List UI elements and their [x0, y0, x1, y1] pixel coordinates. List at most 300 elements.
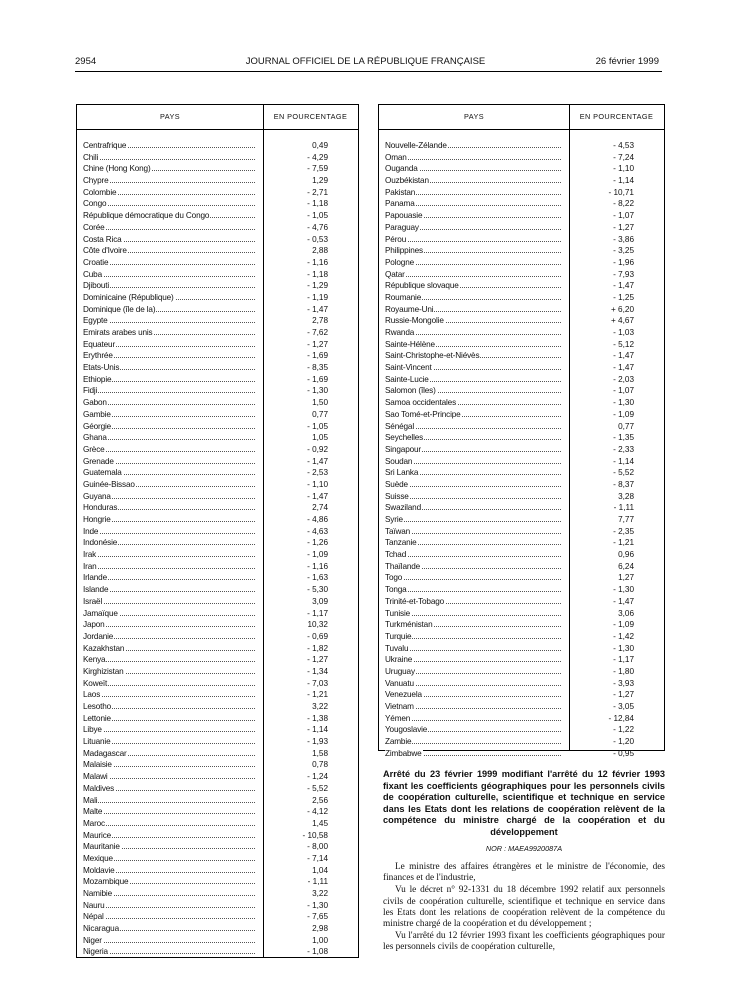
table-row: [77, 245, 358, 257]
leader-dots: [83, 825, 255, 826]
country-label: Kazakhstan: [83, 643, 125, 653]
table-row: [77, 584, 358, 596]
country-name: [83, 795, 255, 807]
table-row: [77, 327, 358, 339]
country-label: Etats-Unis: [83, 363, 120, 373]
coefficient-value: - 1,14: [613, 176, 634, 186]
coefficient-value: - 1,24: [307, 772, 328, 782]
coefficient-value: - 1,27: [613, 690, 634, 700]
table-row: [379, 140, 664, 152]
country-label: Turkménistan: [385, 620, 433, 630]
table-row: [379, 280, 664, 292]
coefficient-value: 1,04: [312, 865, 328, 875]
coefficient-value: - 1,47: [307, 304, 328, 314]
coefficient-value: - 1,10: [307, 479, 328, 489]
leader-dots: [385, 276, 561, 277]
issue-date: 26 février 1999: [595, 56, 659, 67]
coefficient-value: 1,58: [312, 748, 328, 758]
coefficient-value: - 4,12: [307, 807, 328, 817]
country-label: Sri Lanka: [385, 468, 419, 478]
country-label: Turquie: [385, 631, 412, 641]
coefficient-value: - 1,47: [613, 363, 634, 373]
country-label: Gabon: [83, 398, 107, 408]
coefficient-value: 2,78: [312, 316, 328, 326]
coefficient-value: - 2,53: [307, 468, 328, 478]
country-label: Népal: [83, 912, 104, 922]
table-row: [379, 514, 664, 526]
country-name: [385, 350, 561, 362]
country-name: [83, 830, 255, 842]
coefficient-value: 3,22: [312, 702, 328, 711]
country-name: [385, 327, 561, 339]
country-name: [385, 456, 561, 468]
coefficient-value: - 1,21: [613, 538, 634, 548]
country-name: [83, 257, 255, 269]
country-name: [385, 245, 561, 257]
country-label: Panama: [385, 199, 415, 209]
table-row: [379, 584, 664, 596]
country-name: [385, 269, 561, 281]
country-label: Ghana: [83, 433, 107, 443]
right-coefficients-table: [378, 104, 665, 758]
coefficient-value: - 7,24: [613, 152, 634, 162]
coefficient-value: - 1,35: [613, 433, 634, 443]
leader-dots: [83, 661, 255, 662]
table-row: [77, 280, 358, 292]
leader-dots: [385, 615, 561, 616]
country-label: Yémen: [385, 713, 411, 723]
coefficient-value: - 1,47: [307, 456, 328, 466]
table-row: [77, 666, 358, 678]
country-label: Nouvelle-Zélande: [385, 141, 447, 150]
table-row: [77, 935, 358, 947]
country-label: Colombie: [83, 187, 117, 197]
country-label: Pakistan: [385, 187, 416, 197]
coefficient-value: + 6,20: [611, 304, 634, 314]
country-label: Tanzanie: [385, 538, 417, 548]
country-label: Laos: [83, 690, 101, 700]
table-row: [379, 502, 664, 514]
table-row: [379, 304, 664, 316]
country-name: [83, 923, 255, 935]
country-label: Chypre: [83, 176, 109, 186]
coefficient-value: 3,09: [312, 596, 328, 606]
country-name: [83, 631, 255, 643]
coefficient-value: - 3,93: [613, 678, 634, 688]
table-row: [77, 830, 358, 842]
leader-dots: [83, 626, 255, 627]
table-row: [379, 654, 664, 666]
table-row: [77, 654, 358, 666]
table-row: [77, 269, 358, 281]
country-label: Malte: [83, 807, 103, 817]
country-label: Tunisie: [385, 608, 411, 618]
country-name: [83, 818, 255, 830]
coefficient-value: - 3,05: [613, 702, 634, 711]
country-name: [83, 210, 255, 222]
country-label: Dominique (île de la): [83, 304, 156, 314]
country-name: [385, 467, 561, 479]
country-label: Libye: [83, 725, 102, 735]
leader-dots: [83, 229, 255, 230]
coefficient-value: - 4,76: [307, 222, 328, 232]
coefficient-value: - 1,63: [307, 573, 328, 583]
country-name: [385, 339, 561, 351]
coefficient-value: - 1,10: [613, 164, 634, 174]
country-label: Zambie: [385, 737, 412, 747]
country-name: [385, 163, 561, 175]
country-label: Tuvalu: [385, 643, 409, 653]
table-row: [77, 385, 358, 397]
table-row: [77, 444, 358, 456]
table-row: [379, 362, 664, 374]
country-name: [83, 304, 255, 316]
table-body: [379, 140, 664, 759]
country-name: [385, 362, 561, 374]
coefficient-value: - 7,14: [307, 853, 328, 863]
leader-dots: [83, 802, 255, 803]
country-name: [83, 549, 255, 561]
table-row: [77, 713, 358, 725]
table-row: [77, 572, 358, 584]
coefficient-value: - 1,42: [613, 631, 634, 641]
table-row: [77, 514, 358, 526]
leader-dots: [385, 533, 561, 534]
country-name: [83, 713, 255, 725]
table-row: [379, 572, 664, 584]
country-label: Moldavie: [83, 865, 115, 875]
coefficient-value: - 7,59: [307, 164, 328, 174]
leader-dots: [83, 685, 255, 686]
country-label: Lituanie: [83, 737, 111, 747]
country-label: Maroc: [83, 818, 105, 828]
country-label: Madagascar: [83, 748, 127, 758]
country-label: Papouasie: [385, 211, 423, 221]
table-row: [379, 444, 664, 456]
country-name: [83, 315, 255, 327]
country-label: Sainte-Hélène: [385, 339, 435, 349]
coefficient-value: - 10,71: [608, 187, 634, 197]
coefficient-value: + 4,67: [611, 316, 634, 326]
coefficient-value: - 0,95: [613, 748, 634, 758]
country-name: [385, 397, 561, 409]
table-row: [379, 456, 664, 468]
table-row: [77, 748, 358, 760]
country-name: [83, 479, 255, 491]
country-name: [385, 409, 561, 421]
decree-title: Arrêté du 23 février 1999 modifiant l'arrêté du 12 février 1993 fixant les coefficients géographiques pour les personnels civils de coopération culturelle, scientifique et technique en service dans les Etats dont les relations de coopération relèvent de la compétence du ministre chargé de la coopération et du développement: [383, 769, 665, 837]
country-name: [83, 374, 255, 386]
table-row: [77, 900, 358, 912]
coefficient-value: - 12,84: [608, 713, 634, 723]
country-label: Fidji: [83, 386, 98, 396]
country-label: Centrafrique: [83, 141, 127, 150]
country-label: Malawi: [83, 772, 108, 782]
country-name: [385, 666, 561, 678]
coefficient-value: 6,24: [618, 561, 634, 571]
country-label: Malaisie: [83, 760, 112, 770]
table-row: [379, 608, 664, 620]
coefficient-value: 1,27: [618, 573, 634, 583]
coefficient-value: - 7,65: [307, 912, 328, 922]
table-row: [77, 362, 358, 374]
country-label: Togo: [385, 573, 403, 583]
country-label: Inde: [83, 526, 99, 536]
table-row: [77, 187, 358, 199]
table-row: [379, 748, 664, 760]
country-label: Syrie: [385, 515, 403, 524]
country-label: Vanuatu: [385, 678, 414, 688]
table-row: [379, 479, 664, 491]
country-name: [83, 327, 255, 339]
coefficient-value: - 1,11: [307, 877, 328, 887]
table-row: [77, 619, 358, 631]
country-name: [385, 491, 561, 503]
country-label: Guinée-Bissao: [83, 479, 135, 489]
country-label: Gambie: [83, 409, 111, 419]
table-row: [379, 397, 664, 409]
table-row: [77, 140, 358, 152]
coefficient-value: - 4,86: [307, 515, 328, 524]
coefficient-value: - 4,29: [307, 152, 328, 162]
coefficient-value: 1,50: [312, 398, 328, 408]
leader-dots: [385, 486, 561, 487]
table-row: [77, 339, 358, 351]
country-label: Uruguay: [385, 666, 415, 676]
table-row: [77, 806, 358, 818]
table-row: [379, 152, 664, 164]
table-row: [77, 315, 358, 327]
coefficient-value: - 1,03: [613, 328, 634, 337]
country-label: Niger: [83, 935, 102, 945]
country-label: Chili: [83, 152, 99, 162]
coefficient-value: 1,45: [312, 818, 328, 828]
country-name: [385, 678, 561, 690]
country-label: Equateur: [83, 339, 116, 349]
table-row: [379, 713, 664, 725]
table-row: [379, 666, 664, 678]
table-row: [379, 385, 664, 397]
table-row: [77, 923, 358, 935]
leader-dots: [385, 591, 561, 592]
country-name: [83, 689, 255, 701]
coefficient-value: - 1,27: [307, 655, 328, 665]
country-name: [385, 187, 561, 199]
coefficient-value: 3,28: [618, 491, 634, 501]
coefficient-value: - 7,03: [307, 678, 328, 688]
table-row: [77, 678, 358, 690]
country-name: [385, 198, 561, 210]
table-row: [379, 596, 664, 608]
country-label: Yougoslavie: [385, 725, 428, 735]
country-label: Salomon (îles): [385, 386, 436, 396]
table-row: [379, 467, 664, 479]
country-label: Rwanda: [385, 328, 415, 337]
coefficient-value: - 1,93: [307, 737, 328, 747]
country-name: [83, 502, 255, 514]
country-name: [385, 596, 561, 608]
country-label: Djibouti: [83, 281, 110, 291]
country-label: Philippines: [385, 246, 423, 256]
coefficient-value: - 8,00: [307, 842, 328, 852]
table-row: [77, 350, 358, 362]
country-label: Saint-Vincent: [385, 363, 432, 373]
country-name: [385, 140, 561, 152]
country-label: Honduras: [83, 503, 118, 513]
coefficient-value: - 1,16: [307, 561, 328, 571]
country-name: [83, 397, 255, 409]
coefficient-value: - 1,26: [307, 538, 328, 548]
country-name: [83, 280, 255, 292]
leader-dots: [83, 696, 255, 697]
table-row: [77, 491, 358, 503]
table-row: [379, 269, 664, 281]
table-row: [77, 783, 358, 795]
table-row: [77, 643, 358, 655]
coefficient-value: - 1,09: [613, 620, 634, 630]
country-label: Japon: [83, 620, 105, 630]
country-name: [83, 806, 255, 818]
table-row: [379, 724, 664, 736]
coefficient-value: - 1,80: [613, 666, 634, 676]
table-row: [77, 549, 358, 561]
country-label: Irlande: [83, 573, 107, 583]
country-name: [385, 210, 561, 222]
country-label: Maurice: [83, 830, 112, 840]
country-label: Sao Tomé-et-Principe: [385, 409, 461, 419]
coefficient-value: 7,77: [618, 515, 634, 524]
country-name: [83, 876, 255, 888]
country-label: Swaziland: [385, 503, 421, 513]
leader-dots: [385, 579, 561, 580]
country-name: [385, 572, 561, 584]
coefficient-value: - 8,37: [613, 479, 634, 489]
country-label: Pérou: [385, 234, 407, 244]
table-row: [77, 421, 358, 433]
country-label: Israël: [83, 596, 103, 606]
country-label: Egypte: [83, 316, 108, 326]
country-label: Roumanie: [385, 292, 422, 302]
table-row: [77, 724, 358, 736]
country-name: [385, 701, 561, 713]
country-name: [385, 748, 561, 760]
table-row: [77, 175, 358, 187]
country-name: [83, 467, 255, 479]
country-name: [83, 666, 255, 678]
country-name: [385, 584, 561, 596]
coefficient-value: 3,22: [312, 889, 328, 898]
country-label: Thaïlande: [385, 561, 421, 571]
coefficient-value: - 5,52: [613, 468, 634, 478]
coefficient-value: - 1,69: [307, 374, 328, 384]
leader-dots: [83, 603, 255, 604]
country-name: [385, 514, 561, 526]
coefficient-value: 2,74: [312, 503, 328, 513]
table-row: [379, 350, 664, 362]
coefficient-value: - 0,92: [307, 444, 328, 454]
leader-dots: [83, 205, 255, 206]
coefficient-value: - 2,33: [613, 444, 634, 454]
coefficient-value: - 1,05: [307, 421, 328, 431]
table-row: [77, 537, 358, 549]
table-row: [379, 409, 664, 421]
coefficient-value: - 5,52: [307, 783, 328, 793]
table-row: [379, 701, 664, 713]
coefficient-value: - 8,35: [307, 363, 328, 373]
table-header: [77, 105, 358, 130]
decree-nor: NOR : MAEA9920087A: [485, 844, 563, 853]
leader-dots: [83, 556, 255, 557]
coefficient-value: - 1,27: [307, 339, 328, 349]
coefficient-value: - 4,63: [307, 526, 328, 536]
country-label: Jamaïque: [83, 608, 118, 618]
country-label: Ethiopie: [83, 374, 112, 384]
country-name: [83, 350, 255, 362]
country-label: Tonga: [385, 585, 407, 595]
leader-dots: [83, 907, 255, 908]
leader-dots: [83, 942, 255, 943]
country-label: Corée: [83, 222, 105, 232]
table-row: [77, 467, 358, 479]
country-label: Islande: [83, 585, 109, 595]
coefficient-value: - 1,17: [613, 655, 634, 665]
table-row: [77, 795, 358, 807]
country-label: Emirats arabes unis: [83, 328, 153, 337]
coefficient-value: - 8,22: [613, 199, 634, 209]
country-name: [83, 163, 255, 175]
country-name: [83, 362, 255, 374]
country-name: [385, 736, 561, 748]
country-name: [83, 841, 255, 853]
table-row: [379, 374, 664, 386]
table-row: [77, 771, 358, 783]
leader-dots: [83, 918, 255, 919]
coefficient-value: - 4,53: [613, 141, 634, 150]
country-name: [83, 456, 255, 468]
country-name: [83, 701, 255, 713]
country-name: [385, 724, 561, 736]
country-label: Ouganda: [385, 164, 418, 174]
country-name: [385, 432, 561, 444]
coefficient-value: - 5,30: [307, 585, 328, 595]
coefficient-value: - 1,18: [307, 199, 328, 209]
country-name: [385, 292, 561, 304]
table-row: [77, 374, 358, 386]
country-label: Taïwan: [385, 526, 411, 536]
country-name: [385, 561, 561, 573]
coefficient-value: 2,98: [312, 924, 328, 934]
leader-dots: [83, 451, 255, 452]
coefficient-value: - 1,30: [307, 386, 328, 396]
table-row: [77, 198, 358, 210]
coefficient-value: - 2,03: [613, 374, 634, 384]
country-label: Ouzbékistan: [385, 176, 429, 186]
country-name: [385, 526, 561, 538]
table-row: [379, 327, 664, 339]
coefficient-value: 0,49: [312, 141, 328, 150]
country-label: Suède: [385, 479, 408, 489]
country-name: [83, 292, 255, 304]
country-label: Vietnam: [385, 702, 414, 711]
country-name: [385, 479, 561, 491]
country-label: Guyana: [83, 491, 111, 501]
country-label: Croatie: [83, 257, 109, 267]
coefficient-value: - 7,93: [613, 269, 634, 279]
coefficient-value: - 1,07: [613, 386, 634, 396]
coefficient-value: - 7,62: [307, 328, 328, 337]
country-name: [385, 175, 561, 187]
country-name: [83, 608, 255, 620]
